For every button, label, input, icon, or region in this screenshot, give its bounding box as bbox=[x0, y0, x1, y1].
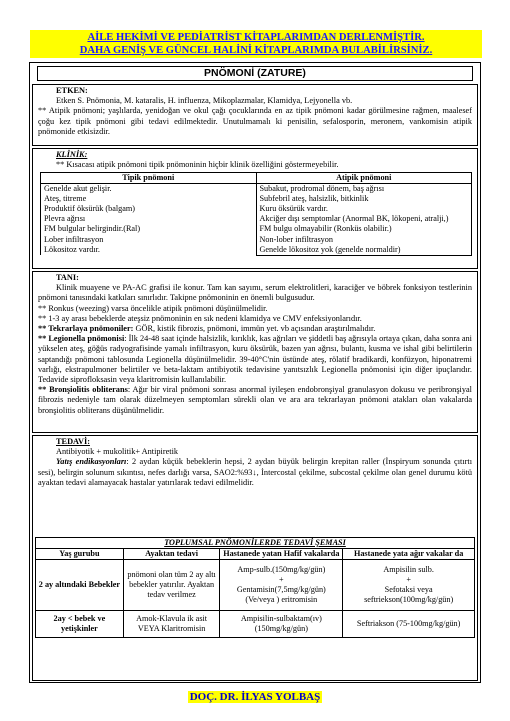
bronchiolitis-label: ** Bronşiolitis obliterans bbox=[38, 385, 128, 395]
col-header-typical: Tipik pnömoni bbox=[41, 173, 257, 184]
klinik-heading: KLİNİK: bbox=[56, 150, 88, 159]
row2-inpatient-mild: Ampisilin-sulbaktam(ıv) (150mg/kg/gün) bbox=[220, 611, 343, 638]
row1-mild-line: Gentamisin(7,5mg/kg/gün) bbox=[236, 585, 326, 594]
col-outpatient: Ayaktan tedavi bbox=[123, 549, 220, 560]
etken-heading: ETKEN: bbox=[56, 86, 88, 95]
typical-item: Lökositoz vardır. bbox=[44, 244, 100, 254]
atypical-item: Non-lober infiltrasyon bbox=[259, 234, 333, 244]
row1-inpatient-mild bbox=[220, 560, 343, 611]
recurrent-text: GÖR, kistik fibrozis, pnömoni, immün yet. vb açısından araştırılmalıdır. bbox=[133, 324, 376, 334]
row1-mild-line: Amp-sulb.(150mg/kg/gün) bbox=[237, 565, 326, 574]
atypical-item: Genelde lökositoz yok (genelde normaldir) bbox=[259, 244, 401, 254]
typical-cell bbox=[41, 184, 257, 256]
tani-recurrent bbox=[38, 324, 472, 334]
indications-label: Yatış endikasyonları bbox=[56, 457, 127, 467]
tani-legionella bbox=[38, 334, 472, 385]
row1-severe-line: Ampisilin sulb. bbox=[383, 565, 434, 574]
treatment-schema-table bbox=[35, 537, 475, 638]
typical-item: Lober infiltrasyon bbox=[44, 234, 104, 244]
col-inpatient-severe: Hastanede yata ağır vakalar da bbox=[343, 549, 475, 560]
author-footer bbox=[0, 691, 510, 703]
tani-ronkus: ** Ronkus (weezing) varsa öncelikle atipik pnömoni düşünülmelidir. bbox=[38, 303, 268, 313]
tedavi-indications bbox=[38, 457, 472, 488]
etken-note: ** Atipik pnömoni; yaşlılarda, yenidoğan ve okul çağı çocuklarında en az tipik pnömoni kadar görülmesine rağmen, maalesef çoğu kez tipik pnömoni gibi tedavi edilmektedir. Unutulmamalı ki penisilin, sefalosporin, meronem, vankomisin atipik pnömonide etkisizdir. bbox=[38, 106, 472, 136]
typical-item: Genelde akut gelişir. bbox=[44, 184, 112, 194]
klinik-note: ** Kısacası atipik pnömoni tipik pnömoninin hiçbir klinik özelliğini göstermeyebilir. bbox=[56, 160, 339, 170]
legionella-label: ** Legionella pnömonisi bbox=[38, 334, 125, 344]
page-title: PNÖMONİ (ZATURE) bbox=[37, 66, 473, 81]
banner-line-2: DAHA GENİŞ VE GÜNCEL HALİNİ KİTAPLARIMDA BULABİLİRSİNİZ. bbox=[79, 45, 433, 56]
row2-inpatient-severe: Seftriakson (75-100mg/kg/gün) bbox=[343, 611, 475, 638]
atypical-item: Subfebril ateş, halsizlik, bitkinlik bbox=[259, 194, 369, 204]
source-banner bbox=[30, 30, 482, 58]
typical-item: Plevra ağrısı bbox=[44, 214, 86, 224]
atypical-item: Subakut, prodromal dönem, baş ağrısı bbox=[259, 184, 385, 194]
row1-severe-plus: + bbox=[406, 575, 411, 584]
row1-age: 2 ay altındaki Bebekler bbox=[36, 560, 124, 611]
tedavi-heading: TEDAVİ: bbox=[56, 437, 90, 446]
legionella-text: : İlk 24-48 saat içinde halsizlik, kırıklık, kas ağrıları ve şiddetli baş ağrısıyla ortaya çıkan, daha sonra ani yükselen ateş, göğüs radyografisinde yamalı infiltrasyon, kuru öksürük, bazen yan ağrısı, bulantı, kusma ve ishal gibi belirtilerin saptandığı pnömoni tablosunda Legionella düşünülmelidir. 39-40°C'nin üstünde ateş, rölatif bradikardi, konfüzyon, hiponatremi varlığı, ekstrapulmoner belirtiler ve beta-laktam antibiyotik tedavisine yanıtsızlık Legionella pnömonisi için diğer ipuçlarıdır. Tedavide siprofloksasin veya klaritromisin kullanılabilir. bbox=[38, 334, 472, 385]
typical-item: Produktif öksürük (balgam) bbox=[44, 204, 135, 214]
author-name: DOÇ. DR. İLYAS YOLBAŞ bbox=[189, 691, 321, 703]
tani-text: Klinik muayene ve PA-AC grafisi ile konur. Tam kan sayımı, serum elektrolitleri, karaciğer ve böbrek fonksiyon testlerinin pnömoni tanısındaki katkıları sınırlıdır. Takipne pnömoninin en önemli bulgusudur. bbox=[38, 283, 472, 303]
clinical-comparison-table bbox=[40, 172, 472, 256]
tani-section bbox=[32, 271, 478, 433]
row2-age: 2ay < bebek ve yetişkinler bbox=[36, 611, 124, 638]
etken-text: Etken S. Pnömonia, M. kataralis, H. influenza, Mikoplazmalar, Klamidya, Lejyonella vb. bbox=[56, 96, 353, 106]
atypical-cell bbox=[256, 184, 472, 256]
recurrent-label: ** Tekrarlaya pnömoniler: bbox=[38, 324, 134, 334]
typical-item: FM bulgular belirgindir.(Ral) bbox=[44, 224, 141, 234]
tani-infant: ** 1-3 ay arası bebeklerde ateşsiz pnömoninin en sık nedeni klamidya ve CMV enfeksiyonlarıdır. bbox=[38, 313, 362, 323]
row1-inpatient-severe bbox=[343, 560, 475, 611]
row1-severe-line: Sefotaksi veya seftriekson(100mg/kg/gün) bbox=[364, 585, 454, 604]
row1-mild-line: (Ve/veya ) eritromisin bbox=[245, 595, 318, 604]
row2-outpatient: Amok-Klavula ik asit VEYA Klaritromisin bbox=[123, 611, 220, 638]
row1-outpatient: pnömoni olan tüm 2 ay altı bebekler yatırılır. Ayaktan tedav verilmez bbox=[123, 560, 220, 611]
banner-line-1: AİLE HEKİMİ VE PEDİATRİST KİTAPLARIMDAN DERLENMİŞTİR. bbox=[87, 32, 425, 43]
tedavi-regimen: Antibiyotik + mukolitik+ Antipiretik bbox=[56, 447, 179, 457]
typical-item: Ateş, titreme bbox=[44, 194, 87, 204]
atypical-item: Kuru öksürük vardır. bbox=[259, 204, 328, 214]
tani-heading: TANI: bbox=[56, 273, 79, 282]
tani-bronchiolitis bbox=[38, 385, 472, 416]
bronchiolitis-text: : Ağır bir viral pnömoni sonrası anormal iyileşen endobronşiyal granulasyon dokusu ve peribronşiyal fibrozis nedeniyle tam olarak düzelmeyen semptomları sürekli olan ve ara ara tekrarlayan pnömoni atakları olan vakalarda bronşiolitis obliterans düşünülmelidir. bbox=[38, 385, 472, 415]
table-caption: TOPLUMSAL PNÖMONİLERDE TEDAVİ ŞEMASI bbox=[36, 538, 475, 549]
col-header-atypical: Atipik pnömoni bbox=[256, 173, 472, 184]
atypical-item: FM bulgu olmayabilir (Ronküs olabilir.) bbox=[259, 224, 392, 234]
etken-section bbox=[32, 84, 478, 146]
col-inpatient-mild: Hastanede yatan Hafif vakalarda bbox=[220, 549, 343, 560]
row1-mild-plus: + bbox=[279, 575, 284, 584]
col-age-group: Yaş gurubu bbox=[36, 549, 124, 560]
atypical-item: Akciğer dışı semptomlar (Anormal BK, lökopeni, atralji,) bbox=[259, 214, 449, 224]
indications-text: : 2 aydan küçük bebeklerin hepsi, 2 aydan büyük belirgin krepitan raller (İnspiryum sonunda çıtırtı sesi), belirgin solunum sıkıntısı, nefes darlığı varsa, SAO2:%93↓, İntercostal çekilme, subcostal çekilme olan genel durumu kötü ayaktan tedavi alamayacak hastalar yatırılarak tedavi edilmelidir. bbox=[38, 457, 473, 487]
